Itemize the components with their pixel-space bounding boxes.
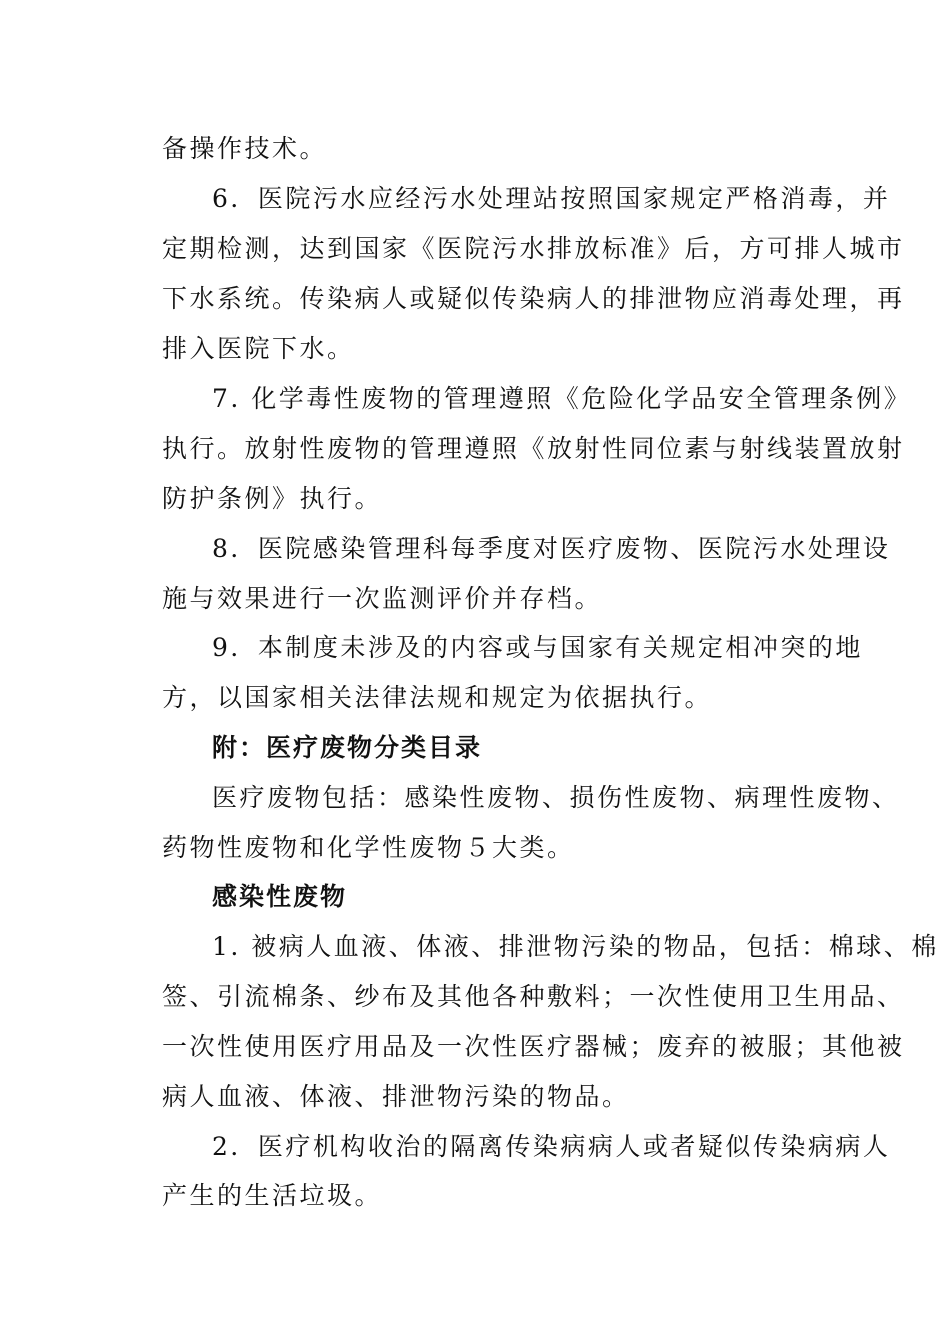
paragraph-line: 8．医院感染管理科每季度对医疗废物、医院污水处理设 [212, 534, 891, 563]
paragraph-line: 9．本制度未涉及的内容或与国家有关规定相冲突的地 [212, 633, 863, 662]
paragraph-line: 7. 化学毒性废物的管理遵照《危险化学品安全管理条例》 [212, 384, 912, 413]
paragraph-line: 药物性废物和化学性废物５大类。 [162, 833, 575, 862]
appendix-heading: 附：医疗废物分类目录 [212, 733, 483, 762]
paragraph-line: 定期检测，达到国家《医院污水排放标准》后，方可排人城市 [162, 234, 905, 263]
paragraph-line: 产生的生活垃圾。 [162, 1181, 383, 1210]
paragraph-line: 施与效果进行一次监测评价并存档。 [162, 584, 603, 613]
paragraph-line: 一次性使用医疗用品及一次性医疗器械；废弃的被服；其他被 [162, 1032, 905, 1061]
paragraph-line: 排入医院下水。 [162, 334, 355, 363]
paragraph-line: 病人血液、体液、排泄物污染的物品。 [162, 1082, 630, 1111]
paragraph-line: 2．医疗机构收治的隔离传染病病人或者疑似传染病病人 [212, 1132, 891, 1161]
paragraph-line: 签、引流棉条、纱布及其他各种敷料；一次性使用卫生用品、 [162, 982, 905, 1011]
paragraph-line: 备操作技术。 [162, 134, 328, 163]
paragraph-line: 方，以国家相关法律法规和规定为依据执行。 [162, 683, 713, 712]
paragraph-line: 医疗废物包括：感染性废物、损伤性废物、病理性废物、 [212, 783, 900, 812]
section-heading: 感染性废物 [212, 882, 348, 911]
paragraph-line: 执行。放射性废物的管理遵照《放射性同位素与射线装置放射 [162, 434, 905, 463]
paragraph-line: 1. 被病人血液、体液、排泄物污染的物品，包括：棉球、棉 [212, 932, 939, 961]
paragraph-line: 下水系统。传染病人或疑似传染病人的排泄物应消毒处理，再 [162, 284, 905, 313]
paragraph-line: 6．医院污水应经污水处理站按照国家规定严格消毒，并 [212, 184, 891, 213]
paragraph-line: 防护条例》执行。 [162, 484, 383, 513]
